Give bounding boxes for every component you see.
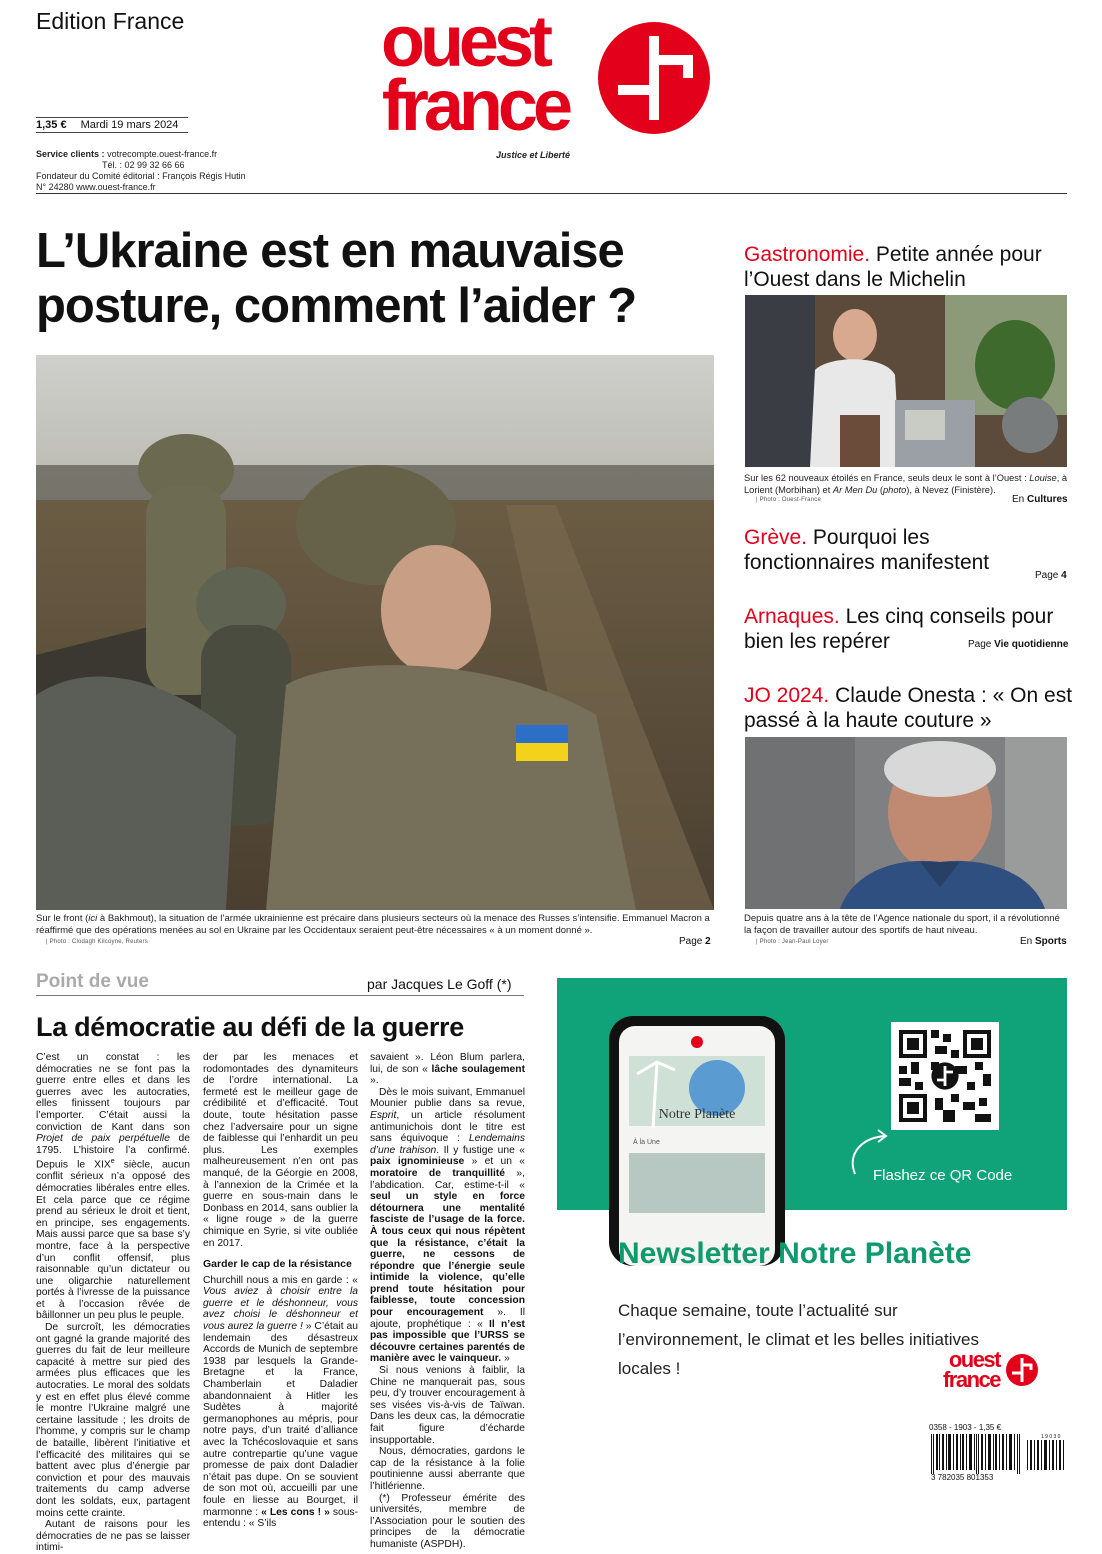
arnaques-ref[interactable] xyxy=(968,639,1068,650)
ref-prefix: En xyxy=(1012,494,1025,505)
caption-part: ), à Nevez (Finistère). xyxy=(906,485,996,495)
qr-code[interactable] xyxy=(891,1022,999,1130)
ouest-france-logo[interactable] xyxy=(318,2,714,146)
edition-label: Edition France xyxy=(36,8,185,34)
soldiers-photo[interactable] xyxy=(36,355,714,910)
ref-prefix: En xyxy=(1020,936,1033,947)
jo2024-ref[interactable] xyxy=(1020,936,1067,947)
teaser-keyword: Arnaques. xyxy=(744,605,840,628)
opinion-title[interactable]: La démocratie au défi de la guerre xyxy=(36,1012,464,1042)
ref-section: Vie quotidienne xyxy=(994,639,1069,650)
ref-section: Cultures xyxy=(1027,494,1068,505)
paragraph: C’est un constat : les démocraties ne se font pas la guerre entre elles et dans les guerres avec les autocraties, elles finissent toujours par l’emporter. C’était aussi la conviction de Kant dans son Projet de paix perpétuelle de 1795. L’histoire l’a confirmé. Depuis le XIXe siècle, aucun conflit sérieux n’a opposé des démocraties libérales entre elles. Et cela parce que ce régime prend au sérieux le droit et tient, en principe, ses engagements. Mais aussi parce que sa base s’y montre, face à la perspective d’un conflit offensif, plus raisonnable qu’un dictateur ou une oligarchie naturellement portés à l’ivresse de la puissance et à l’occasion rêvée de bâillonner un peu plus le peuple. xyxy=(36,1052,191,1322)
small-ouest-france-logo[interactable] xyxy=(920,1348,1040,1390)
small-logo-france: france xyxy=(942,1367,1000,1392)
service-label: Service clients : xyxy=(36,149,105,159)
caption-part: Sur les 62 nouveaux étoilés en France, seuls deux le sont à l’Ouest : xyxy=(744,473,1030,483)
teaser-keyword: JO 2024. xyxy=(744,684,830,707)
teaser-title: Claude Onesta : « On est passé à la haute couture » xyxy=(744,684,1073,732)
newsletter-promo-banner[interactable] xyxy=(557,978,1067,1210)
main-photo-credit: | Photo : Clodagh Kilcoyne, Reuters xyxy=(46,939,148,945)
caption-part: , à Lorient (Morbihan) et xyxy=(744,473,1068,495)
caption-part: à Bakhmout), la situation de l’armée ukrainienne est précaire dans plusieurs secteurs où la menace des Russes s’intensifie. Emmanuel Macron a réaffirmé que des opérations menées au sol en Ukraine par les Occidentaux seraient peut-être nécessaires « à un moment donné ». xyxy=(36,913,710,936)
masthead-rule xyxy=(36,193,1067,194)
caption-part: ( xyxy=(877,485,884,495)
gastronomie-ref[interactable] xyxy=(1012,494,1068,505)
chef-photo[interactable] xyxy=(745,295,1067,467)
service-web[interactable]: votrecompte.ouest-france.fr xyxy=(107,149,218,159)
founder-line: Fondateur du Comité éditorial : François Régis Hutin xyxy=(36,171,246,181)
logo-word-france: france xyxy=(381,66,568,146)
opinion-subheading: Garder le cap de la résistance xyxy=(203,1258,352,1271)
main-photo-caption xyxy=(36,913,716,937)
small-logo-circle-icon xyxy=(1006,1354,1038,1386)
paragraph: (*) Professeur émérite des universités, membre de l’Association pour le soutien des principes de la démocratie humaniste (ASPDH). xyxy=(370,1492,525,1550)
opinion-rule xyxy=(36,995,524,996)
ref-section: Sports xyxy=(1035,936,1067,947)
qr-code-icon xyxy=(899,1030,991,1122)
caption-italic: photo xyxy=(883,485,907,495)
paragraph: Dès le mois suivant, Emmanuel Mounier publie dans sa revue, Esprit, un article résolument antimunichois dont le titre est sans équivoque : Lendemains d’une trahison. Il y fustige une « paix ignominieuse » et un « moratoire de tranquillité », l’abdication. Car, estime-t-il « seul un style en force détournera une mentalité fasciste de l’usage de la force. À tous ceux qui nous répètent que la résistance, c’était la guerre, ne cessons de répondre que l’énergie seule intimide la violence, qu’elle prend toute hésitation pour faiblesse, toute concession pour encouragement ». Il ajoute, prophétique : « Il n’est pas impossible que l’URSS se découvre certaines parentés de manière avec le vainqueur. » xyxy=(370,1086,525,1365)
newsletter-title[interactable]: Newsletter Notre Planète xyxy=(618,1237,972,1270)
phone-tab: À la Une xyxy=(633,1139,660,1146)
logo-circle-icon xyxy=(598,22,710,134)
paragraph: Nous, démocraties, gardons le cap de la résistance à la folie poutinienne aussi aberrante que l’hitlérienne. xyxy=(370,1446,525,1492)
opinion-column-1 xyxy=(36,1052,190,1554)
paragraph: Autant de raisons pour les démocraties de ne pas se laisser intimi- xyxy=(36,1519,190,1554)
barcode xyxy=(929,1423,1069,1493)
teaser-keyword: Gastronomie. xyxy=(744,243,871,266)
ref-section: 4 xyxy=(1061,570,1067,581)
page-label: Page xyxy=(679,936,703,947)
barcode-bars-icon xyxy=(929,1432,1069,1482)
phone-title: Notre Planète xyxy=(658,1107,736,1122)
caption-italic: Louise xyxy=(1029,473,1057,483)
teaser-title: Les cinq conseils pour bien les repérer xyxy=(744,605,1054,653)
gastronomie-credit: | Photo : Ouest-France xyxy=(756,497,821,503)
caption-part: Sur le front ( xyxy=(36,913,89,924)
teaser-keyword: Grève. xyxy=(744,526,808,549)
price-date-bar xyxy=(36,117,188,133)
teaser-greve[interactable] xyxy=(744,525,1044,575)
issue-number: N° 24280 www.ouest-france.fr xyxy=(36,182,156,192)
barcode-top-text: 0358 - 1903 - 1,35 € xyxy=(929,1423,1002,1432)
opinion-column-3 xyxy=(370,1052,525,1551)
main-headline[interactable]: L’Ukraine est en mauvaise posture, comment l’aider ? xyxy=(36,224,637,333)
opinion-byline: par Jacques Le Goff (*) xyxy=(367,976,512,992)
paragraph: der par les menaces et rodomontades des dynamiteurs de l’ordre international. La fermeté est le meilleur gage de crédibilité et d’efficacité. Tout doute, toute hésitation passe chez l’adversaire pour un signe de faiblesse qui l’enhardit un peu plus. Les exemples malheureusement n’en ont pas manqué, de la Géorgie en 2008, à l’annexion de la Crimée et la guerre en sous-main dans le Donbass en 2014, sans oublier la « ligne rouge » de la guerre chimique en Syrie, si vite oubliée en 2017. xyxy=(203,1052,358,1249)
teaser-gastronomie[interactable] xyxy=(744,242,1074,292)
caption-italic: Ar Men Du xyxy=(832,485,878,495)
logo-word-ouest: ouest xyxy=(380,2,548,82)
opinion-column-2 xyxy=(203,1052,358,1530)
small-logo-ouest: ouest xyxy=(948,1347,1000,1372)
barcode-addon: 1 9 0 3 0 xyxy=(1041,1434,1061,1440)
paragraph: savaient ». Léon Blum parlera, lui, de son « lâche soulagement ». xyxy=(370,1052,525,1087)
newsletter-text: Chaque semaine, toute l’actualité sur l’environnement, le climat et les belles initiatives locales ! xyxy=(618,1301,979,1378)
ref-prefix: Page xyxy=(968,639,992,650)
teaser-jo2024[interactable] xyxy=(744,683,1074,733)
service-info xyxy=(36,149,246,193)
jo2024-credit: | Photo : Jean-Paul Loyer xyxy=(756,939,829,945)
paragraph: Si nous venions à faiblir, la Chine ne manquerait pas, sous peu, d’y trouver encouragement à ses visées vis-à-vis de Taïwan. Dans les deux cas, la démocratie fait figure d’écharde insupportable. xyxy=(370,1365,525,1446)
teaser-title: Pourquoi les fonctionnaires manifestent xyxy=(744,526,990,574)
teaser-title: Petite année pour l’Ouest dans le Michelin xyxy=(744,243,1042,291)
greve-ref[interactable] xyxy=(1035,570,1067,581)
ref-prefix: Page xyxy=(1035,570,1059,581)
opinion-rubric: Point de vue xyxy=(36,971,149,992)
barcode-digits: 3 782035 801353 xyxy=(931,1473,994,1482)
service-tel: Tél. : 02 99 32 66 66 xyxy=(102,160,185,170)
caption-italic: ici xyxy=(88,913,98,924)
paragraph: De surcroît, les démocraties ont gagné la grande majorité des guerres du fait de leur meilleure capacité à mettre sur pied des armées plus efficaces que les autocraties. Le moral des soldats y est en effet plus élevé comme le montre l’Ukraine malgré une certaine lassitude ; les droits de l’homme, y compris sur le champ de bataille, libèrent l’initiative et l’efficacité des militaires qui se battent avec plus d’énergie par conviction et pour des mauvais traitements du camp adverse dont les soldats, eux, partagent moins cette crainte. xyxy=(36,1322,190,1519)
page-number: 2 xyxy=(705,936,711,947)
paragraph: Churchill nous a mis en garde : « Vous aviez à choisir entre la guerre et le déshonneur, vous avez choisi le déshonneur et vous aurez la guerre ! » C’était au lendemain des désastreux Accords de Munich de septembre 1938 par lesquels la Grande-Bretagne et la France, Chamberlain et Daladier abandonnaient à Hitler les Sudètes à majorité germanophones au mépris, pour notre pays, d’un traité d’alliance avec la Tchécoslovaquie et sans autre contrepartie qu’une vague promesse de paix dont Daladier n’était pas dupe. On se souvient de son mot où, accueilli par une foule en liesse au Bourget, il marmonne : « Les cons ! » sous-entendu : « S’ils xyxy=(203,1274,359,1530)
gastronomie-caption xyxy=(744,472,1068,496)
main-page-ref[interactable] xyxy=(679,936,711,947)
onesta-photo[interactable] xyxy=(745,737,1067,909)
price: 1,35 € xyxy=(36,119,67,131)
tagline: Justice et Liberté xyxy=(496,150,571,160)
qr-label: Flashez ce QR Code xyxy=(873,1167,1013,1184)
issue-date: Mardi 19 mars 2024 xyxy=(80,119,179,131)
jo2024-caption: Depuis quatre ans à la tête de l’Agence nationale du sport, il a révolutionné la façon de travailler autour des sportifs de haut niveau. xyxy=(744,913,1060,936)
